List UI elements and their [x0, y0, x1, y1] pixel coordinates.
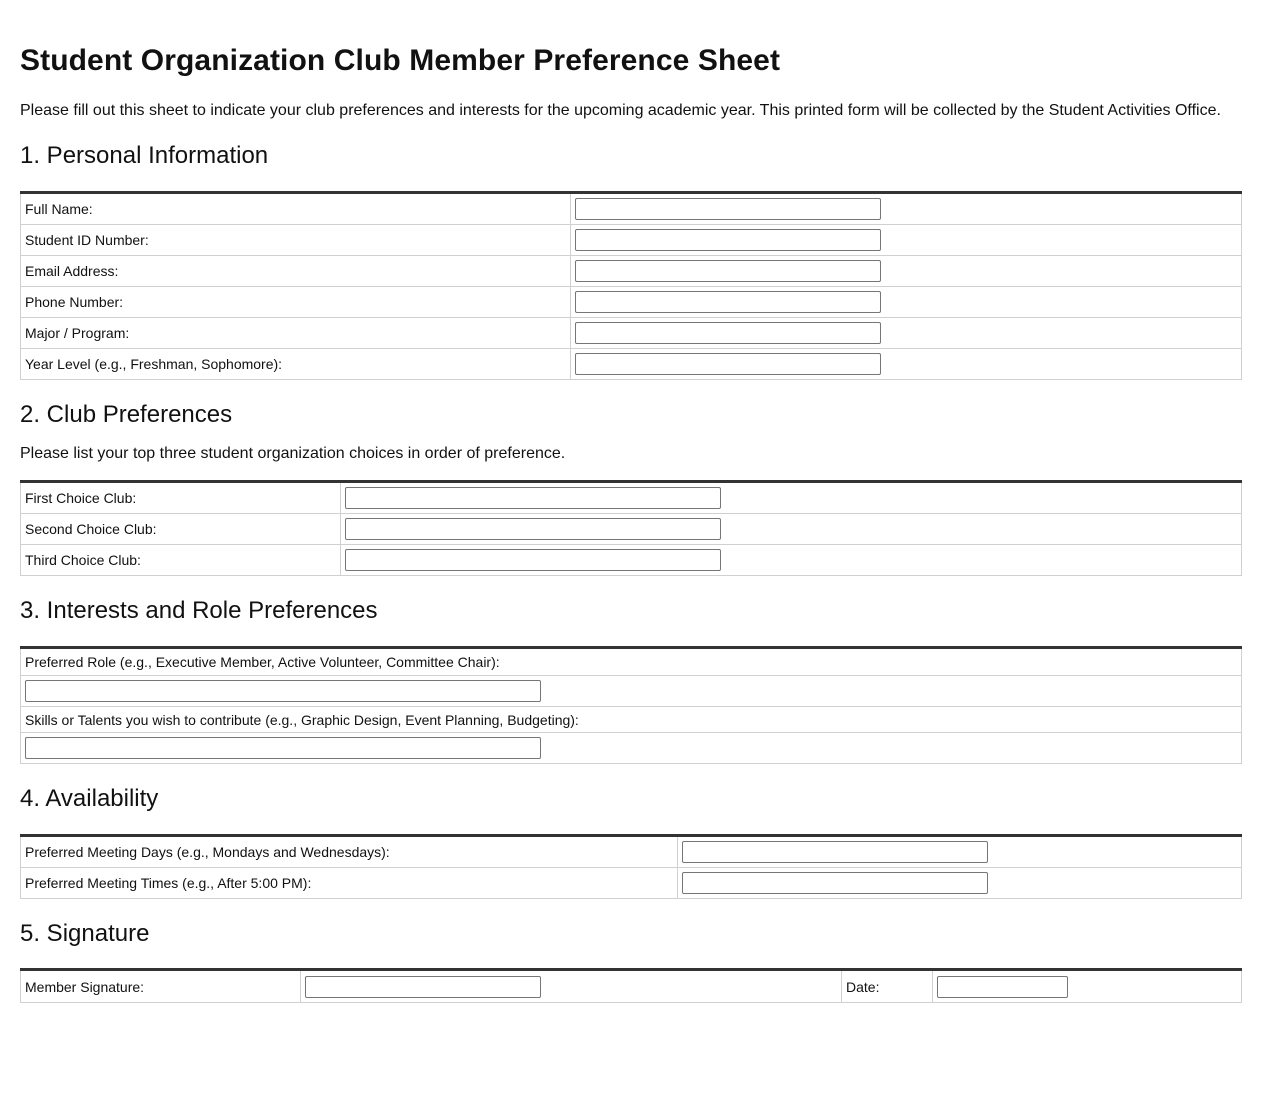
field-cell — [571, 193, 1242, 225]
field-label: First Choice Club: — [21, 482, 341, 514]
field-cell — [341, 545, 1242, 576]
field-label: Year Level (e.g., Freshman, Sophomore): — [21, 349, 571, 380]
club-preferences-table — [20, 480, 1242, 576]
field-cell — [21, 733, 1242, 764]
major-input[interactable] — [575, 322, 881, 344]
field-cell — [341, 514, 1242, 545]
table-row — [21, 836, 1242, 868]
second-choice-club-input[interactable] — [345, 518, 721, 540]
preferred-role-input[interactable] — [25, 680, 541, 702]
field-label: Major / Program: — [21, 318, 571, 349]
field-label: Third Choice Club: — [21, 545, 341, 576]
table-row — [21, 225, 1242, 256]
table-row — [21, 193, 1242, 225]
field-cell — [933, 970, 1242, 1003]
field-label: Phone Number: — [21, 287, 571, 318]
meeting-days-input[interactable] — [682, 841, 988, 863]
section-interests-heading: 3. Interests and Role Preferences — [20, 597, 378, 624]
signature-input[interactable] — [305, 976, 541, 998]
availability-table — [20, 834, 1242, 899]
intro-text: Please fill out this sheet to indicate your club preferences and interests for the upcoming academic year. This printed form will be collected by the Student Activities Office. — [20, 102, 1221, 119]
table-row — [21, 545, 1242, 576]
table-row — [21, 676, 1242, 707]
table-row — [21, 287, 1242, 318]
section-clubs-heading: 2. Club Preferences — [20, 401, 233, 428]
table-row — [21, 514, 1242, 545]
field-label: Preferred Meeting Times (e.g., After 5:00 PM): — [21, 868, 678, 899]
table-row — [21, 707, 1242, 733]
field-cell — [571, 256, 1242, 287]
field-cell — [678, 836, 1242, 868]
section-personal-heading: 1. Personal Information — [20, 142, 269, 169]
personal-info-table — [20, 191, 1242, 380]
table-row — [21, 256, 1242, 287]
signature-table — [20, 968, 1242, 1003]
email-input[interactable] — [575, 260, 881, 282]
full-name-input[interactable] — [575, 198, 881, 220]
section-availability-heading: 4. Availability — [20, 785, 159, 812]
table-row — [21, 970, 1242, 1003]
table-row — [21, 349, 1242, 380]
clubs-note: Please list your top three student organization choices in order of preference. — [20, 445, 566, 462]
field-label: Email Address: — [21, 256, 571, 287]
first-choice-club-input[interactable] — [345, 487, 721, 509]
field-cell — [571, 225, 1242, 256]
phone-input[interactable] — [575, 291, 881, 313]
table-row — [21, 733, 1242, 764]
skills-input[interactable] — [25, 737, 541, 759]
field-label: Second Choice Club: — [21, 514, 341, 545]
student-id-input[interactable] — [575, 229, 881, 251]
field-label: Full Name: — [21, 193, 571, 225]
year-level-input[interactable] — [575, 353, 881, 375]
field-cell — [571, 318, 1242, 349]
field-cell — [571, 287, 1242, 318]
date-label: Date: — [842, 970, 933, 1003]
field-label: Skills or Talents you wish to contribute (e.g., Graphic Design, Event Planning, Budgeting): — [21, 707, 1242, 733]
table-row — [21, 318, 1242, 349]
date-input[interactable] — [937, 976, 1068, 998]
signature-label: Member Signature: — [21, 970, 301, 1003]
field-cell — [678, 868, 1242, 899]
table-row — [21, 868, 1242, 899]
field-cell — [301, 970, 842, 1003]
page-title: Student Organization Club Member Preference Sheet — [20, 44, 781, 77]
field-label: Preferred Meeting Days (e.g., Mondays and Wednesdays): — [21, 836, 678, 868]
field-cell — [21, 676, 1242, 707]
field-cell — [571, 349, 1242, 380]
field-label: Student ID Number: — [21, 225, 571, 256]
field-label: Preferred Role (e.g., Executive Member, Active Volunteer, Committee Chair): — [21, 648, 1242, 676]
field-cell — [341, 482, 1242, 514]
table-row — [21, 648, 1242, 676]
meeting-times-input[interactable] — [682, 872, 988, 894]
section-signature-heading: 5. Signature — [20, 920, 150, 947]
table-row — [21, 482, 1242, 514]
third-choice-club-input[interactable] — [345, 549, 721, 571]
interests-table — [20, 646, 1242, 764]
